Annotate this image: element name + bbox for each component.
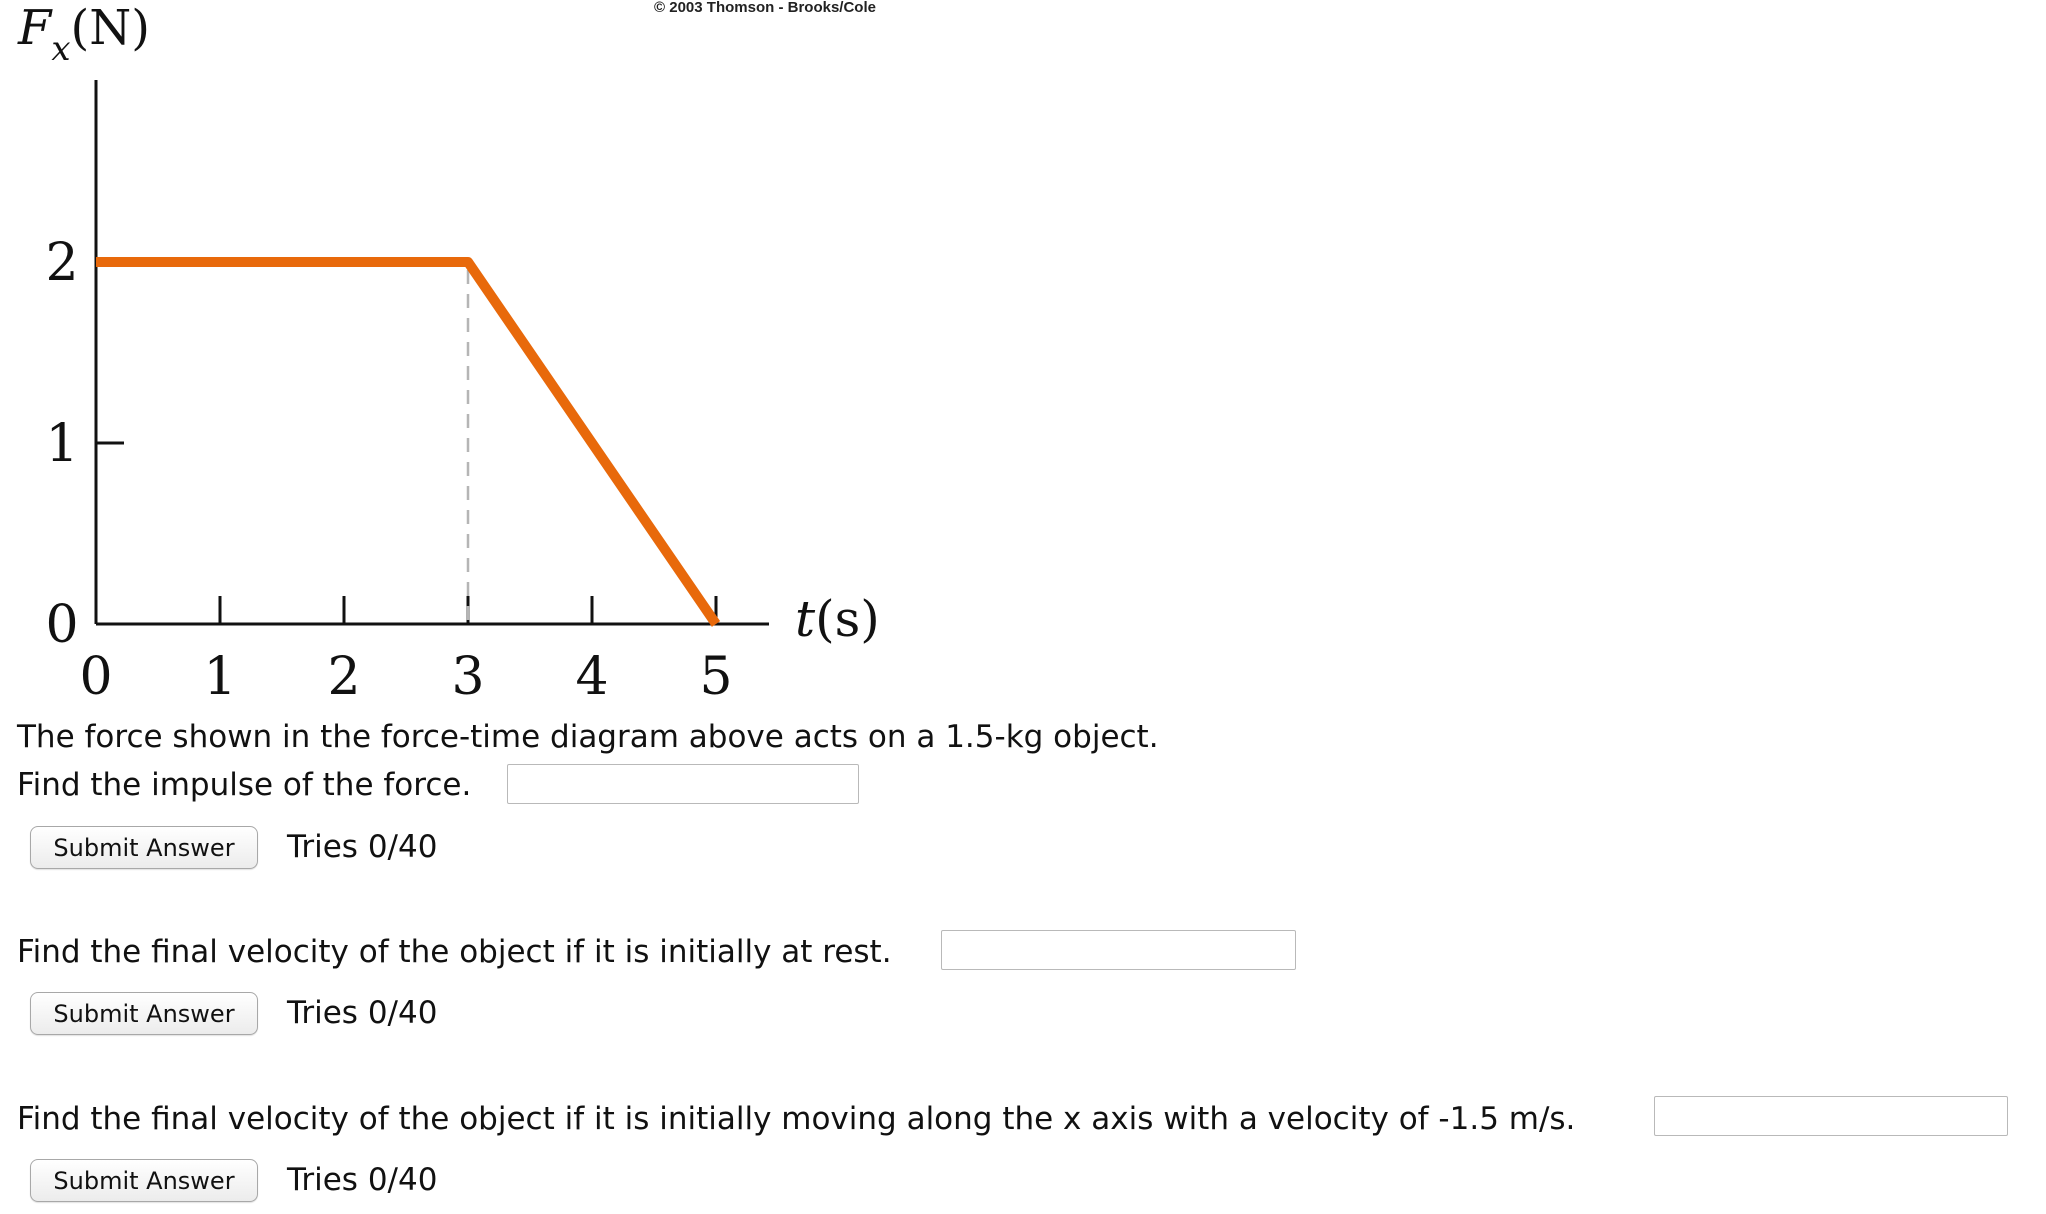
x-tick-label-0: 0 <box>79 647 113 700</box>
x-axis-symbol: t <box>795 590 816 648</box>
y-axis-title <box>17 0 150 69</box>
question-2-answer-input[interactable] <box>941 930 1296 970</box>
question-1-submit-button[interactable]: Submit Answer <box>30 826 258 869</box>
x-axis-title <box>795 590 880 648</box>
x-tick-label-2: 2 <box>327 647 361 700</box>
question-3-submit-button[interactable]: Submit Answer <box>30 1159 258 1202</box>
x-tick-label-4: 4 <box>575 647 609 700</box>
question-2-tries: Tries 0/40 <box>287 995 438 1031</box>
x-tick-label-3: 3 <box>451 647 485 700</box>
x-axis-unit: (s) <box>815 590 880 648</box>
y-axis-subscript: x <box>51 29 71 69</box>
y-tick-label-1: 1 <box>45 414 79 474</box>
y-axis-unit: (N) <box>70 0 150 56</box>
y-ticks <box>45 233 124 655</box>
force-time-chart <box>0 0 900 700</box>
question-1-text: Find the impulse of the force. <box>17 767 472 803</box>
x-tick-label-5: 5 <box>699 647 733 700</box>
x-tick-label-1: 1 <box>203 647 237 700</box>
force-series-line <box>96 262 716 624</box>
question-1-answer-input[interactable] <box>507 764 859 804</box>
question-3-tries: Tries 0/40 <box>287 1162 438 1198</box>
y-tick-label-0: 0 <box>45 595 79 655</box>
question-3-text: Find the final velocity of the object if it is initially moving along the x axis with a velocity of -1.5 m/s. <box>17 1101 1576 1137</box>
question-3-answer-input[interactable] <box>1654 1096 2008 1136</box>
problem-intro: The force shown in the force-time diagram above acts on a 1.5-kg object. <box>17 719 1159 755</box>
y-tick-label-2: 2 <box>45 233 79 293</box>
question-2-submit-button[interactable]: Submit Answer <box>30 992 258 1035</box>
y-axis-symbol: F <box>18 0 52 56</box>
question-2-text: Find the final velocity of the object if it is initially at rest. <box>17 934 892 970</box>
copyright-notice: © 2003 Thomson - Brooks/Cole <box>654 0 876 16</box>
question-1-tries: Tries 0/40 <box>287 829 438 865</box>
x-ticks <box>79 596 732 700</box>
